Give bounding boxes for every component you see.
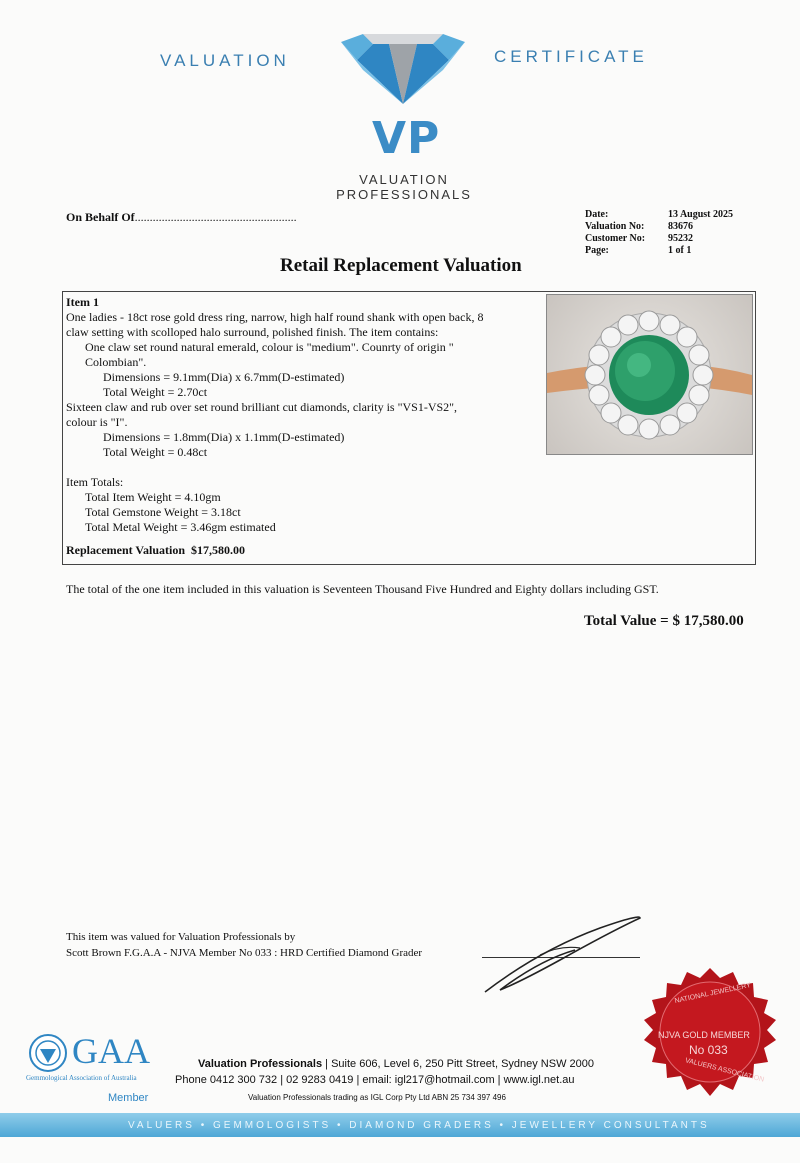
page-value: 1 of 1 bbox=[668, 245, 692, 256]
seal-line-2: No 033 bbox=[689, 1043, 728, 1057]
valuation-summary: The total of the one item included in this valuation is Seventeen Thousand Five Hundred and Eighty dollars including GST. bbox=[66, 582, 659, 596]
valuer-statement bbox=[66, 929, 422, 961]
valuation-no-value: 83676 bbox=[668, 221, 693, 232]
item-totals-heading: Item Totals: bbox=[66, 475, 124, 489]
company-address: | Suite 606, Level 6, 250 Pitt Street, Sydney NSW 2000 bbox=[325, 1058, 595, 1070]
replacement-value: $17,580.00 bbox=[191, 543, 246, 557]
document-title: Retail Replacement Valuation bbox=[280, 255, 522, 276]
on-behalf-dots: ...................................................... bbox=[134, 210, 297, 224]
company-line bbox=[198, 1058, 594, 1070]
gaa-globe-icon bbox=[28, 1033, 68, 1073]
meta-labels bbox=[585, 209, 645, 257]
company-trading: Valuation Professionals trading as IGL Corp Pty Ltd ABN 25 734 397 496 bbox=[248, 1093, 506, 1102]
ring-image-icon bbox=[547, 295, 752, 454]
item-heading: Item 1 bbox=[66, 295, 99, 309]
emerald-line-2: Colombian". bbox=[85, 355, 147, 369]
logo-line-2: PROFESSIONALS bbox=[336, 187, 472, 202]
seal-line-1: NJVA GOLD MEMBER bbox=[658, 1030, 750, 1040]
header-certificate-word: CERTIFICATE bbox=[494, 47, 648, 66]
page-label: Page: bbox=[585, 245, 609, 256]
ring-photo bbox=[546, 294, 753, 455]
total-gemstone-weight: Total Gemstone Weight = 3.18ct bbox=[85, 505, 241, 519]
gaa-full-name: Gemmological Association of Australia bbox=[26, 1074, 137, 1082]
signature-icon bbox=[480, 910, 650, 1000]
diamond-line-2: colour is "I". bbox=[66, 415, 128, 429]
logo-subtitle bbox=[330, 172, 478, 202]
replacement-label: Replacement Valuation bbox=[66, 543, 186, 557]
diamond-logo-icon bbox=[333, 30, 473, 120]
seal-bottom-text: VALUERS ASSOCIATION bbox=[684, 1057, 765, 1084]
item-desc-line-2: claw setting with scolloped halo surround, polished finish. The item contains: bbox=[66, 325, 439, 339]
date-label: Date: bbox=[585, 209, 609, 220]
gaa-member: Member bbox=[108, 1092, 149, 1104]
total-item-weight: Total Item Weight = 4.10gm bbox=[85, 490, 221, 504]
emerald-line-1: One claw set round natural emerald, colour is "medium". Counrty of origin " bbox=[85, 340, 454, 354]
header-valuation-word: VALUATION bbox=[160, 51, 290, 70]
date-value: 13 August 2025 bbox=[668, 209, 734, 220]
customer-no-value: 95232 bbox=[668, 233, 693, 244]
valuer-line-2: Scott Brown F.G.A.A - NJVA Member No 033 : HRD Certified Diamond Grader bbox=[66, 947, 423, 959]
emerald-dimensions: Dimensions = 9.1mm(Dia) x 6.7mm(D-estimated) bbox=[103, 370, 345, 384]
replacement-valuation bbox=[66, 543, 538, 558]
logo-line-1: VALUATION bbox=[359, 172, 449, 187]
meta-values bbox=[668, 209, 733, 257]
valuation-no-label: Valuation No: bbox=[585, 221, 645, 232]
item-desc-line-1: One ladies - 18ct rose gold dress ring, narrow, high half round shank with open back, 8 bbox=[66, 310, 484, 324]
total-metal-weight: Total Metal Weight = 3.46gm estimated bbox=[85, 520, 276, 534]
on-behalf-of bbox=[66, 210, 297, 225]
emerald-weight: Total Weight = 2.70ct bbox=[103, 385, 208, 399]
customer-no-label: Customer No: bbox=[585, 233, 646, 244]
seal-top-text: NATIONAL JEWELLERY bbox=[674, 982, 752, 1005]
diamond-line-1: Sixteen claw and rub over set round brilliant cut diamonds, clarity is "VS1-VS2", bbox=[66, 400, 458, 414]
company-contact: Phone 0412 300 732 | 02 9283 0419 | email: igl217@hotmail.com | www.igl.net.au bbox=[175, 1074, 575, 1086]
gaa-mark: GAA bbox=[72, 1031, 150, 1071]
diamond-weight: Total Weight = 0.48ct bbox=[103, 445, 208, 459]
valuer-line-1: This item was valued for Valuation Professionals by bbox=[66, 931, 296, 943]
footer-band-text: VALUERS • GEMMOLOGISTS • DIAMOND GRADERS • JEWELLERY CONSULTANTS bbox=[128, 1120, 710, 1131]
total-value: Total Value = $ 17,580.00 bbox=[584, 613, 744, 629]
item-description bbox=[66, 295, 538, 558]
vp-logo-mark: VP bbox=[372, 113, 441, 164]
on-behalf-label: On Behalf Of bbox=[66, 210, 135, 224]
company-name: Valuation Professionals bbox=[198, 1058, 323, 1070]
diamond-dimensions: Dimensions = 1.8mm(Dia) x 1.1mm(D-estimated) bbox=[103, 430, 345, 444]
